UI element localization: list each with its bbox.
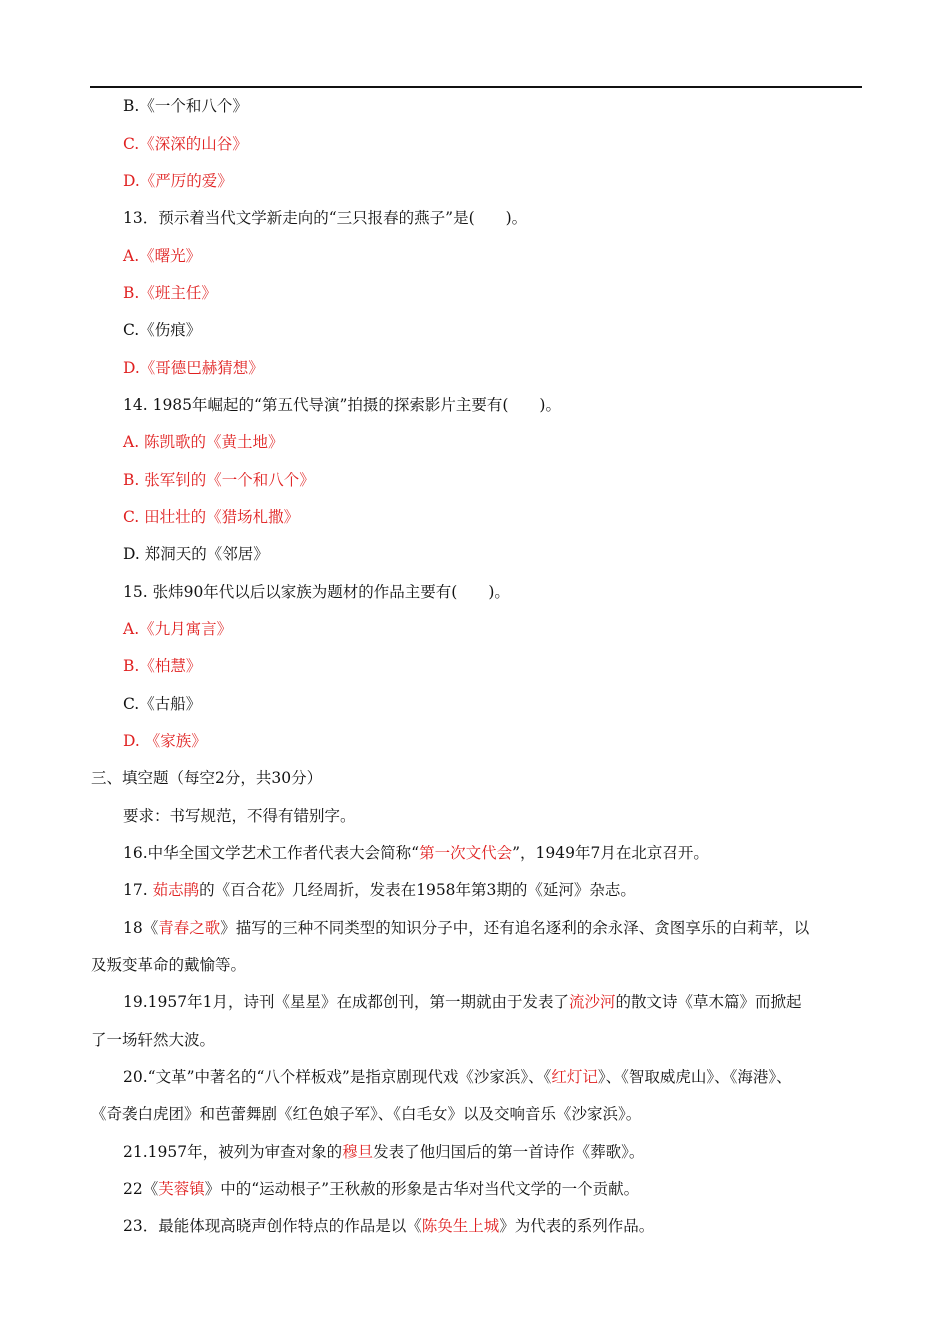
question-15: 15. 张炜90年代以后以家族为题材的作品主要有( )。 (123, 583, 510, 601)
q15-option-c: C.《古船》 (123, 695, 202, 713)
q13-option-d-answer: D.《哥德巴赫猜想》 (123, 359, 264, 377)
section-requirement: 要求：书写规范，不得有错别字。 (123, 807, 356, 825)
answer-21: 穆旦 (342, 1143, 374, 1161)
question-14: 14. 1985年崛起的“第五代导演”拍摄的探索影片主要有( )。 (123, 396, 561, 414)
q13-option-b-answer: B.《班主任》 (123, 284, 217, 302)
header-rule (90, 86, 862, 88)
q13-option-a-answer: A.《曙光》 (123, 247, 202, 265)
option-c-answer: C.《深深的山谷》 (123, 135, 248, 153)
question-21: 21.1957年，被列为审查对象的穆旦发表了他归国后的第一首诗作《葬歌》。 (123, 1143, 645, 1161)
question-20: 20.“文革”中著名的“八个样板戏”是指京剧现代戏《沙家浜》、《红灯记》、《智取威虎山》、《海港》、 (123, 1068, 792, 1086)
question-20-cont: 《奇袭白虎团》和芭蕾舞剧《红色娘子军》、《白毛女》以及交响音乐《沙家浜》。 (91, 1105, 642, 1123)
answer-20: 红灯记 (551, 1068, 598, 1086)
q15-option-a-answer: A.《九月寓言》 (123, 620, 233, 638)
section-fill-in-heading: 三、填空题（每空2分，共30分） (91, 769, 323, 787)
question-17: 17. 茹志鹃的《百合花》几经周折，发表在1958年第3期的《延河》杂志。 (123, 881, 636, 899)
question-18: 18《青春之歌》描写的三种不同类型的知识分子中，还有追名逐利的余永泽、贪图享乐的白莉苹，以 (123, 919, 810, 937)
answer-22: 芙蓉镇 (158, 1180, 205, 1198)
answer-16: 第一次文代会 (419, 844, 513, 862)
option-d-answer: D.《严厉的爱》 (123, 172, 233, 190)
q13-option-c: C.《伤痕》 (123, 321, 202, 339)
question-13: 13．预示着当代文学新走向的“三只报春的燕子”是( )。 (123, 209, 528, 227)
question-19-cont: 了一场轩然大波。 (91, 1031, 216, 1049)
q14-option-c-answer: C. 田壮壮的《猎场札撒》 (123, 508, 300, 526)
option-b: B.《一个和八个》 (123, 97, 248, 115)
answer-18: 青春之歌 (158, 919, 221, 937)
question-16: 16.中华全国文学艺术工作者代表大会简称“第一次文代会”，1949年7月在北京召开。 (123, 844, 709, 862)
q14-option-a-answer: A. 陈凯歌的《黄土地》 (123, 433, 284, 451)
question-22: 22《芙蓉镇》中的“运动根子”王秋赦的形象是古华对当代文学的一个贡献。 (123, 1180, 640, 1198)
question-19: 19.1957年1月，诗刊《星星》在成都创刊，第一期就由于发表了流沙河的散文诗《草木篇》而掀起 (123, 993, 802, 1011)
answer-19: 流沙河 (568, 993, 616, 1011)
q15-option-d-answer: D. 《家族》 (123, 732, 207, 750)
q14-option-d: D. 郑洞天的《邻居》 (123, 545, 269, 563)
q15-option-b-answer: B.《柏慧》 (123, 657, 202, 675)
answer-17: 茹志鹃 (152, 881, 200, 899)
answer-23: 陈奂生上城 (421, 1217, 500, 1235)
question-23: 23．最能体现高晓声创作特点的作品是以《陈奂生上城》为代表的系列作品。 (123, 1217, 655, 1235)
q14-option-b-answer: B. 张军钊的《一个和八个》 (123, 471, 315, 489)
question-18-cont: 及叛变革命的戴愉等。 (91, 956, 247, 974)
